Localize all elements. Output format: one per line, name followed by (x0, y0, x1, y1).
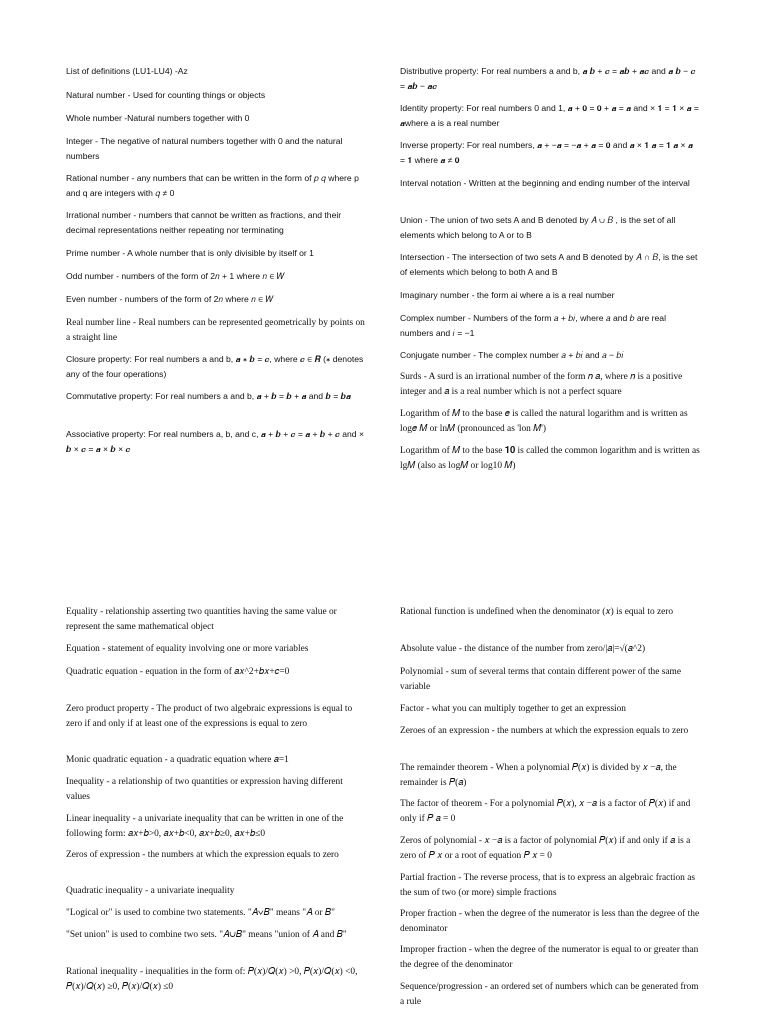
definition-whole-number: Whole number -Natural numbers together with 0 (66, 113, 250, 123)
definition-integer: Integer - The negative of natural numbers together with 0 and the natural numbers (66, 136, 343, 161)
definition-complex-number: Complex number - Numbers of the form 𝑎 + 𝑏𝑖, where 𝑎 and 𝑏 are real numbers and 𝑖 = −1 (400, 313, 666, 338)
definition-rational-inequality: Rational inequality - inequalities in the form of: 𝑃(𝑥)/𝑄(𝑥) >0, 𝑃(𝑥)/𝑄(𝑥) <0, 𝑃(𝑥)/𝑄(𝑥) ≥0, 𝑃(𝑥)/𝑄(𝑥) ≤0 (66, 967, 358, 992)
definition-distributive-property: Distributive property: For real numbers a and b, 𝒂 𝒃 + 𝒄 = 𝒂𝒃 + 𝒂𝒄 and 𝒂 𝒃 − 𝒄 = 𝒂𝒃 − 𝒂𝒄 (400, 66, 696, 91)
definition-monic-quadratic-equation: Monic quadratic equation - a quadratic equation where 𝑎=1 (66, 755, 289, 765)
definition-partial-fraction: Partial fraction - The reverse process, that is to express an algebraic fraction as the sum of two (or more) simple fractions (400, 873, 696, 898)
definition-union: Union - The union of two sets A and B denoted by 𝐴 ∪ 𝐵 , is the set of all elements which belong to A or to B (400, 215, 676, 240)
definition-associative-property: Associative property: For real numbers a, b, and c, 𝒂 + 𝒃 + 𝒄 = 𝒂 + 𝒃 + 𝒄 and × 𝒃 × 𝒄 = 𝒂 × 𝒃 × 𝒄 (66, 429, 364, 454)
definition-zero-product-property: Zero product property - The product of two algebraic expressions is equal to zero if and only if at least one of the expressions is equal to zero (66, 704, 353, 729)
definition-odd-number: Odd number - numbers of the form of 2𝑛 + 1 where 𝑛 ∈ 𝑊 (66, 271, 285, 281)
document-title: List of definitions (LU1-LU4) -Az (66, 66, 188, 76)
definition-absolute-value: Absolute value - the distance of the number from zero/|𝑎|=√(𝑎^2) (400, 644, 646, 654)
definition-proper-fraction: Proper fraction - when the degree of the numerator is less than the degree of the denominator (400, 909, 700, 934)
definition-irrational-number: Irrational number - numbers that cannot be written as fractions, and their decimal representations neither repeating nor terminating (66, 210, 342, 235)
definition-commutative-property: Commutative property: For real numbers a and b, 𝒂 + 𝒃 = 𝒃 + 𝒂 and 𝒃 = 𝒃𝒂 (66, 391, 351, 401)
definition-natural-number: Natural number - Used for counting things or objects (66, 90, 266, 100)
definition-quadratic-inequality: Quadratic inequality - a univariate inequality (66, 886, 235, 896)
definition-even-number: Even number - numbers of the form of 2𝑛 where 𝑛 ∈ 𝑊 (66, 294, 274, 304)
definition-logical-or: "Logical or" is used to combine two statements. "𝐴∨𝐵" means "𝐴 or 𝐵" (66, 908, 335, 918)
definition-common-logarithm: Logarithm of 𝑀 to the base 𝟏𝟎 is called the common logarithm and is written as lg𝑀 (also as log𝑀 or log10 𝑀) (400, 446, 700, 471)
definition-factor-theorem: The factor of theorem - For a polynomial 𝑃(𝑥), 𝑥 −𝑎 is a factor of 𝑃(𝑥) if and only if 𝑃 𝑎 = 0 (400, 799, 691, 824)
definition-set-union: "Set union" is used to combine two sets. "𝐴∪𝐵" means "union of 𝐴 and 𝐵" (66, 930, 347, 940)
definition-inequality: Inequality - a relationship of two quantities or expression having different values (66, 777, 343, 802)
definition-identity-property: Identity property: For real numbers 0 and 1, 𝒂 + 𝟎 = 𝟎 + 𝒂 = 𝒂 and × 𝟏 = 𝟏 × 𝒂 = 𝒂where a is a real number (400, 103, 699, 128)
definition-real-number-line: Real number line - Real numbers can be represented geometrically by points on a straight line (66, 318, 365, 343)
definition-intersection: Intersection - The intersection of two sets A and B denoted by 𝐴 ∩ 𝐵, is the set of elements which belong to both A and B (400, 252, 698, 277)
definition-zeros-of-expression: Zeros of expression - the numbers at which the expression equals to zero (66, 850, 339, 860)
definition-sequence-progression: Sequence/progression - an ordered set of numbers which can be generated from a rule (400, 982, 699, 1007)
definition-surds: Surds - A surd is an irrational number of the form 𝑛 𝑎, where 𝑛 is a positive integer and 𝑎 is a real number which is not a perfect square (400, 372, 683, 397)
definition-prime-number: Prime number - A whole number that is only divisible by itself or 1 (66, 248, 314, 258)
definition-rational-function-undefined: Rational function is undefined when the denominator (𝑥) is equal to zero (400, 607, 674, 617)
definition-linear-inequality: Linear inequality - a univariate inequality that can be written in one of the following form: 𝑎𝑥+𝑏>0, 𝑎𝑥+𝑏<0, 𝑎𝑥+𝑏≥0, 𝑎𝑥+𝑏≤0 (66, 814, 344, 839)
definition-factor: Factor - what you can multiply together to get an expression (400, 704, 626, 714)
definition-quadratic-equation: Quadratic equation - equation in the form of 𝑎𝑥^2+𝑏𝑥+𝑐=0 (66, 667, 290, 677)
definition-inverse-property: Inverse property: For real numbers, 𝒂 + −𝒂 = −𝒂 + 𝒂 = 𝟎 and 𝒂 × 𝟏 𝒂 = 𝟏 𝒂 × 𝒂 = 𝟏 where 𝒂 ≠ 𝟎 (400, 140, 693, 165)
definition-polynomial: Polynomial - sum of several terms that contain different power of the same variable (400, 667, 681, 692)
definition-rational-number: Rational number - any numbers that can be written in the form of 𝑝 𝑞 where p and q are integers with 𝑞 ≠ 0 (66, 173, 359, 198)
definition-equality: Equality - relationship asserting two quantities having the same value or represent the same mathematical object (66, 607, 337, 632)
definition-natural-logarithm: Logarithm of 𝑀 to the base 𝑒 is called the natural logarithm and is written as log𝑒 𝑀 or ln𝑀 (pronounced as 'lon 𝑀') (400, 409, 688, 434)
definition-zeroes-of-an-expression: Zeroes of an expression - the numbers at which the expression equals to zero (400, 726, 689, 736)
definition-interval-notation: Interval notation - Written at the beginning and ending number of the interval (400, 178, 690, 188)
definition-zeros-of-polynomial: Zeros of polynomial - 𝑥 −𝑎 is a factor of polynomial 𝑃(𝑥) if and only if 𝑎 is a zero of 𝑃 𝑥 or a root of equation 𝑃 𝑥 = 0 (400, 836, 691, 861)
definition-conjugate-number: Conjugate number - The complex number 𝑎 + 𝑏𝑖 and 𝑎 − 𝑏𝑖 (400, 350, 624, 360)
definition-improper-fraction: Improper fraction - when the degree of the numerator is equal to or greater than the degree of the denominator (400, 945, 699, 970)
definition-remainder-theorem: The remainder theorem - When a polynomial 𝑃(𝑥) is divided by 𝑥 −𝑎, the remainder is 𝑃(𝑎) (400, 763, 677, 788)
definition-equation: Equation - statement of equality involving one or more variables (66, 644, 309, 654)
definition-closure-property: Closure property: For real numbers a and b, 𝒂 ∗ 𝒃 = 𝒄, where 𝒄 ∈ 𝑹 (∗ denotes any of the four operations) (66, 354, 364, 379)
definition-imaginary-number: Imaginary number - the form ai where a is a real number (400, 290, 615, 300)
